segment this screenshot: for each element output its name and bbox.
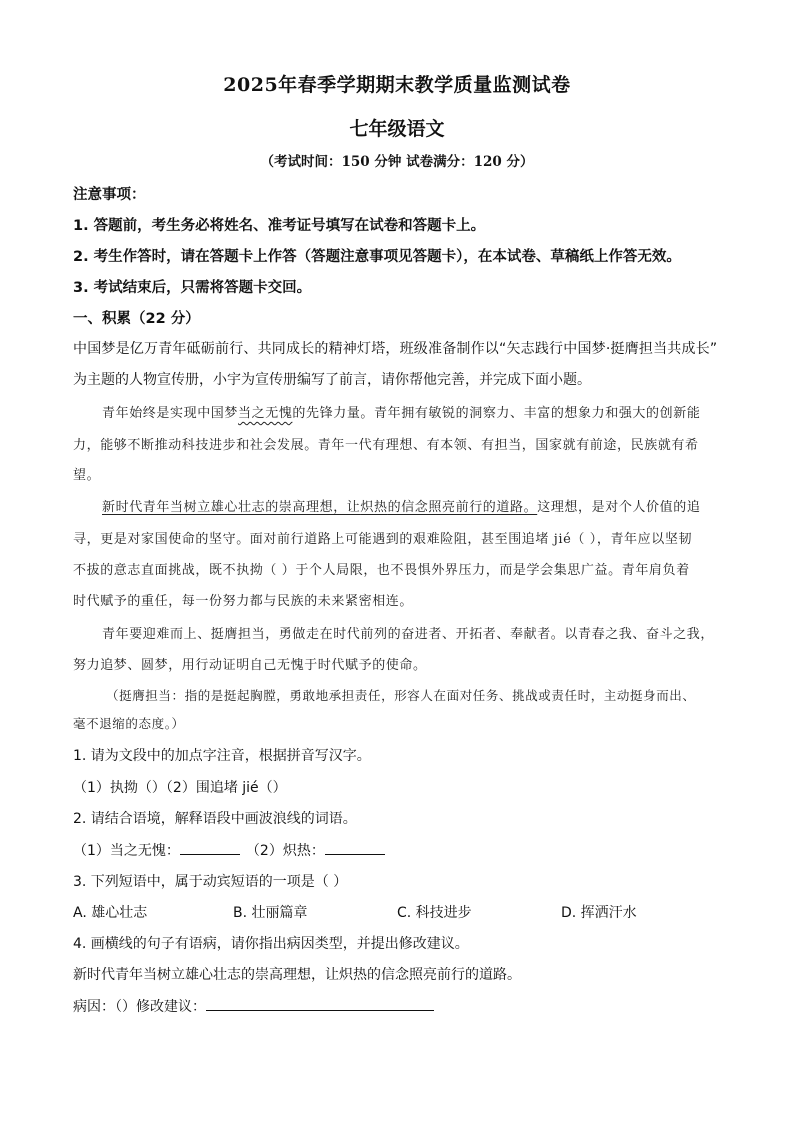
notes-heading: 注意事项： (73, 187, 146, 203)
question-4-answer: 病因：（）修改建议： (73, 996, 434, 1016)
passage-line: 力，能够不断推动科技进步和社会发展。青年一代有理想、有本领、有担当，国家就有前途，民族就有希 (73, 438, 699, 453)
passage-line: 新时代青年当树立雄心壮志的崇高理想，让炽热的信念照亮前行的道路。这理想，是对个人价值的追 (102, 500, 701, 515)
answer-blank (206, 996, 434, 1011)
passage-line: 望。 (73, 468, 101, 483)
question-2-sub: （1）当之无愧： （2）炽热： (73, 840, 385, 860)
exam-title: 2025年春季学期期末教学质量监测试卷 (223, 74, 571, 96)
question-1: 1. 请为文段中的加点字注音，根据拼音写汉字。 (73, 748, 371, 764)
passage-note: 毫不退缩的态度。） (73, 716, 185, 731)
option-b: B. 壮丽篇章 (233, 905, 308, 921)
question-2: 2. 请结合语境，解释语段中画波浪线的词语。 (73, 811, 357, 827)
section-intro: 为主题的人物宣传册，小宇为宣传册编写了前言，请你帮他完善，并完成下面小题。 (73, 372, 591, 388)
note-item: 1. 答题前，考生务必将姓名、准考证号填写在试卷和答题卡上。 (73, 218, 486, 234)
passage-line: 青年要迎难而上、挺膺担当，勇做走在时代前列的奋进者、开拓者、奉献者。以青春之我、奋斗之我， (102, 627, 715, 642)
section-intro: 中国梦是亿万青年砥砺前行、共同成长的精神灯塔，班级准备制作以“矢志践行中国梦·挺膺担当共成长” (73, 341, 718, 357)
option-c: C. 科技进步 (397, 905, 472, 921)
answer-blank (180, 840, 240, 855)
note-item: 3. 考试结束后，只需将答题卡交回。 (73, 280, 312, 296)
passage-line: 青年始终是实现中国梦当之无愧的先锋力量。青年拥有敏锐的洞察力、丰富的想象力和强大的创新能 (102, 406, 701, 421)
passage-line: 不拔的意志直面挑战，既不执拗（ ）于个人局限，也不畏惧外界压力，而是学会集思广益。青年肩负着 (73, 563, 690, 578)
exam-subject: 七年级语文 (349, 118, 445, 140)
option-a: A. 雄心壮志 (73, 905, 148, 921)
question-4: 4. 画横线的句子有语病，请你指出病因类型，并提出修改建议。 (73, 936, 469, 952)
wavy-term: 炽热 (360, 500, 388, 515)
option-d: D. 挥洒汗水 (561, 905, 637, 921)
passage-line: 时代赋予的重任，每一份努力都与民族的未来紧密相连。 (73, 594, 414, 609)
section-heading: 一、积累（22 分） (73, 311, 200, 327)
exam-info: （考试时间：150 分钟 试卷满分：120 分） (260, 154, 534, 170)
note-item: 2. 考生作答时，请在答题卡上作答（答题注意事项见答题卡），在本试卷、草稿纸上作答无效。 (73, 249, 681, 265)
wavy-term: 当之无愧 (238, 406, 293, 421)
passage-line: 寻，更是对家国使命的坚守。面对前行道路上可能遇到的艰难险阻，甚至围追堵 jié（ ），青年应以坚韧 (73, 532, 693, 547)
question-1-sub: （1）执拗（）（2）围追堵 jié（） (73, 780, 287, 796)
question-4-sentence: 新时代青年当树立雄心壮志的崇高理想，让炽热的信念照亮前行的道路。 (73, 967, 521, 983)
answer-blank (325, 840, 385, 855)
passage-note: （挺膺担当：指的是挺起胸膛，勇敢地承担责任，形容人在面对任务、挑战或责任时，主动挺身而出、 (106, 688, 696, 703)
question-3: 3. 下列短语中，属于动宾短语的一项是（ ） (73, 874, 348, 890)
passage-line: 努力追梦、圆梦，用行动证明自己无愧于时代赋予的使命。 (73, 658, 427, 673)
underlined-sentence: 新时代青年当树立雄心壮志的崇高理想，让 (102, 500, 361, 515)
